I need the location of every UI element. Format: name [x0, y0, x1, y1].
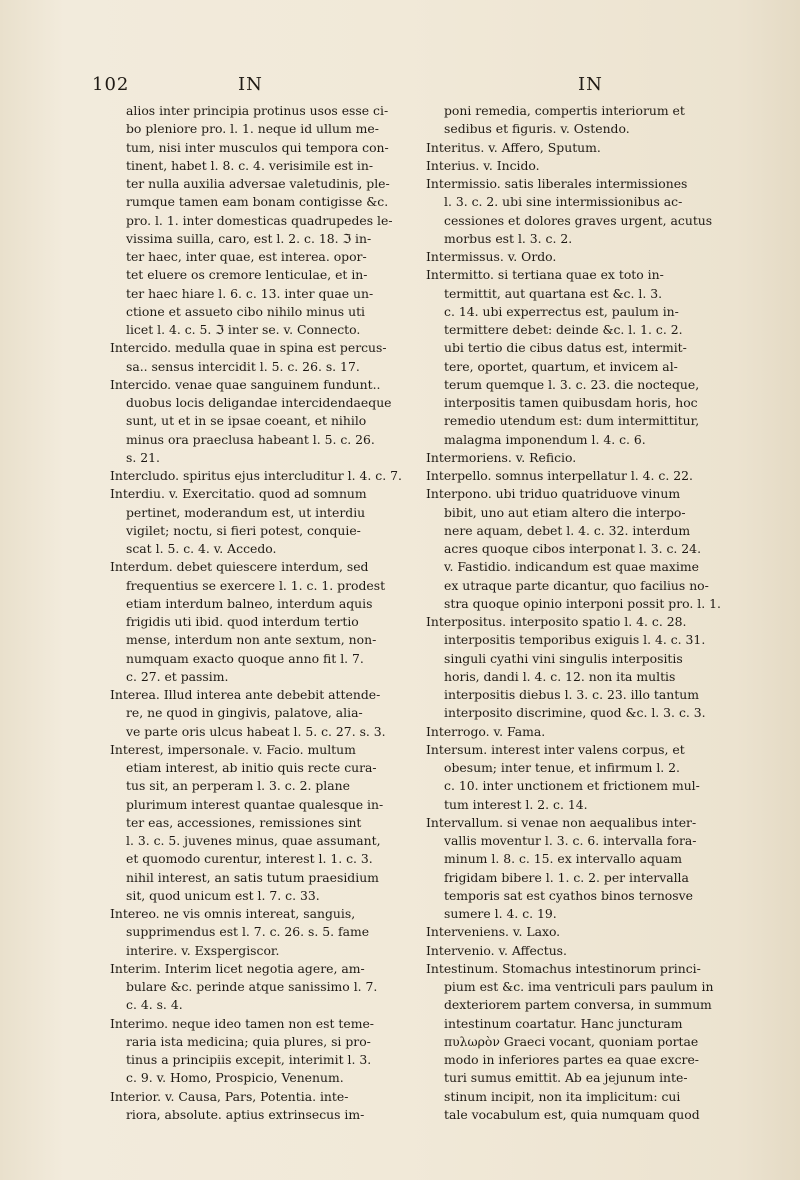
entry-headword-line: Interea. Illud interea ante debebit attende-	[110, 687, 381, 702]
entry-continuation-line: c. 14. ubi experrectus est, paulum in-	[444, 303, 679, 319]
right-running-head: IN	[578, 74, 603, 95]
entry-continuation-line: mense, interdum non ante sextum, non-	[126, 632, 377, 648]
entry-continuation-line: rumque tamen eam bonam contigisse &c.	[126, 194, 389, 210]
entry-continuation-line: interpositis temporibus exiguis l. 4. c. 31.	[444, 632, 706, 648]
entry-headword-line: Interior. v. Causa, Pars, Potentia. inte-	[110, 1088, 349, 1104]
entry-continuation-line: interpositis diebus l. 3. c. 23. illo tantum	[444, 687, 699, 702]
entry-continuation-line: nere aquam, debet l. 4. c. 32. interdum	[444, 522, 691, 538]
entry-continuation-line: stra quoque opinio interponi possit pro. l. 1.	[444, 595, 721, 611]
entry-continuation-line: vigilet; noctu, si fieri potest, conquie-	[126, 522, 361, 538]
entry-continuation-line: pro. l. 1. inter domesticas quadrupedes le-	[126, 212, 393, 228]
entry-continuation-line: turi sumus emittit. Ab ea jejunum inte-	[444, 1070, 688, 1086]
entry-continuation-line: bulare &c. perinde atque sanissimo l. 7.	[126, 979, 378, 994]
entry-continuation-line: pertinet, moderandum est, ut interdiu	[126, 504, 366, 520]
right-text-column	[426, 102, 748, 1124]
entry-continuation-line: ubi tertio die cibus datus est, intermit-	[444, 340, 687, 356]
entry-headword-line: Interpello. somnus interpellatur l. 4. c. 22.	[426, 468, 693, 483]
entry-continuation-line: licet l. 4. c. 5. ℑ inter se. v. Connecto.	[126, 322, 361, 337]
entry-headword-line: Interpositus. interposito spatio l. 4. c. 28.	[426, 614, 687, 629]
entry-continuation-line: v. Fastidio. indicandum est quae maxime	[444, 559, 699, 575]
entry-continuation-line: temporis sat est cyathos binos ternosve	[444, 887, 693, 903]
entry-continuation-line: cessiones et dolores graves urgent, acutus	[444, 212, 713, 228]
entry-continuation-line: termittere debet: deinde &c. l. 1. c. 2.	[444, 322, 683, 337]
entry-continuation-line: ter nulla auxilia adversae valetudinis, ple-	[126, 176, 390, 191]
entry-continuation-line: tinent, habet l. 8. c. 4. verisimile est in-	[126, 157, 374, 173]
entry-continuation-line: minus ora praeclusa habeant l. 5. c. 26.	[126, 431, 375, 447]
entry-continuation-line: tum, nisi inter musculos qui tempora con-	[126, 139, 389, 155]
entry-continuation-line: interpositis tamen quibusdam horis, hoc	[444, 395, 698, 410]
entry-continuation-line: frigidis uti ibid. quod interdum tertio	[126, 614, 359, 629]
entry-continuation-line: supprimendus est l. 7. c. 26. s. 5. fame	[126, 924, 370, 940]
entry-continuation-line: pium est &c. ima ventriculi pars paulum in	[444, 979, 714, 994]
left-running-head: IN	[238, 74, 263, 95]
entry-continuation-line: et quomodo curentur, interest l. 1. c. 3.	[126, 851, 373, 867]
entry-continuation-line: re, ne quod in gingivis, palatove, alia-	[126, 705, 363, 721]
entry-continuation-line: sedibus et figuris. v. Ostendo.	[444, 121, 630, 137]
entry-continuation-line: vissima suilla, caro, est l. 2. c. 18. ℑ in-	[126, 230, 372, 246]
entry-continuation-line: sa.. sensus intercidit l. 5. c. 26. s. 17.	[126, 358, 360, 374]
entry-headword-line: Intercludo. spiritus ejus intercluditur l. 4. c. 7.	[110, 468, 402, 483]
entry-continuation-line: tinus a principiis excepit, interimit l. 3.	[126, 1052, 372, 1067]
entry-continuation-line: ter haec hiare l. 6. c. 13. inter quae un-	[126, 285, 374, 301]
entry-continuation-line: terum quemque l. 3. c. 23. die nocteque,	[444, 376, 700, 392]
entry-continuation-line: numquam exacto quoque anno fit l. 7.	[126, 650, 364, 666]
entry-headword-line: Intermitto. si tertiana quae ex toto in-	[426, 267, 664, 283]
entry-continuation-line: ve parte oris ulcus habeat l. 5. c. 27. s. 3.	[126, 723, 386, 739]
entry-continuation-line: frequentius se exercere l. 1. c. 1. prodest	[126, 577, 386, 593]
entry-headword-line: Intestinum. Stomachus intestinorum princi-	[426, 960, 701, 976]
entry-continuation-line: remedio utendum est: dum intermittitur,	[444, 413, 700, 429]
entry-continuation-line: intestinum coartatur. Hanc juncturam	[444, 1015, 683, 1031]
entry-continuation-line: singuli cyathi vini singulis interpositis	[444, 650, 683, 666]
entry-continuation-line: tus sit, an perperam l. 3. c. 2. plane	[126, 778, 350, 794]
entry-continuation-line: nihil interest, an satis tutum praesidium	[126, 869, 379, 885]
entry-continuation-line: ter haec, inter quae, est interea. opor-	[126, 249, 367, 264]
entry-continuation-line: morbus est l. 3. c. 2.	[444, 230, 573, 246]
entry-continuation-line: tet eluere os cremore lenticulae, et in-	[126, 267, 368, 283]
entry-continuation-line: alios inter principia protinus usos esse ci-	[126, 103, 389, 118]
entry-headword-line: Intersum. interest inter valens corpus, et	[426, 741, 685, 757]
entry-headword-line: Intermissio. satis liberales intermissiones	[426, 176, 688, 191]
entry-headword-line: Intervenio. v. Affectus.	[426, 942, 567, 958]
entry-continuation-line: tere, oportet, quartum, et invicem al-	[444, 358, 678, 374]
entry-continuation-line: obesum; inter tenue, et infirmum l. 2.	[444, 760, 680, 775]
entry-continuation-line: c. 4. s. 4.	[126, 997, 183, 1013]
entry-continuation-line: c. 27. et passim.	[126, 668, 229, 684]
entry-continuation-line: sumere l. 4. c. 19.	[444, 906, 557, 921]
entry-continuation-line: s. 21.	[126, 449, 160, 465]
entry-continuation-line: bibit, uno aut etiam altero die interpo-	[444, 504, 686, 520]
entry-continuation-line: riora, absolute. aptius extrinsecus im-	[126, 1106, 365, 1122]
entry-continuation-line: l. 3. c. 2. ubi sine intermissionibus ac-	[444, 194, 683, 210]
entry-headword-line: Interrogo. v. Fama.	[426, 723, 546, 739]
entry-continuation-line: frigidam bibere l. 1. c. 2. per intervalla	[444, 869, 689, 885]
entry-continuation-line: interire. v. Exspergiscor.	[126, 942, 280, 958]
entry-continuation-line: ex utraque parte dicantur, quo facilius no-	[444, 577, 709, 593]
entry-continuation-line: plurimum interest quantae qualesque in-	[126, 796, 384, 812]
entry-headword-line: Interitus. v. Affero, Sputum.	[426, 139, 601, 155]
entry-headword-line: Interius. v. Incido.	[426, 157, 540, 173]
entry-continuation-line: minum l. 8. c. 15. ex intervallo aquam	[444, 851, 683, 867]
entry-continuation-line: interposito discrimine, quod &c. l. 3. c. 3.	[444, 705, 706, 721]
entry-headword-line: Interveniens. v. Laxo.	[426, 924, 561, 940]
entry-continuation-line: poni remedia, compertis interiorum et	[444, 103, 685, 118]
entry-headword-line: Intermoriens. v. Reficio.	[426, 449, 577, 465]
entry-continuation-line: stinum incipit, non ita implicitum: cui	[444, 1088, 681, 1104]
entry-continuation-line: dexteriorem partem conversa, in summum	[444, 997, 712, 1013]
entry-continuation-line: malagma imponendum l. 4. c. 6.	[444, 431, 646, 447]
entry-continuation-line: horis, dandi l. 4. c. 12. non ita multis	[444, 668, 676, 684]
entry-continuation-line: sit, quod unicum est l. 7. c. 33.	[126, 887, 320, 903]
entry-continuation-line: etiam interest, ab initio quis recte cura-	[126, 760, 377, 775]
entry-headword-line: Interim. Interim licet negotia agere, am-	[110, 960, 365, 976]
entry-continuation-line: tale vocabulum est, quia numquam quod	[444, 1106, 700, 1122]
entry-continuation-line: bo pleniore pro. l. 1. neque id ullum me-	[126, 121, 379, 137]
entry-headword-line: Interest, impersonale. v. Facio. multum	[110, 741, 356, 757]
entry-headword-line: Interdiu. v. Exercitatio. quod ad somnum	[110, 486, 367, 502]
entry-headword-line: Intereo. ne vis omnis intereat, sanguis,	[110, 906, 356, 921]
entry-continuation-line: vallis moventur l. 3. c. 6. intervalla fora-	[444, 833, 697, 848]
entry-headword-line: Intercido. venae quae sanguinem fundunt..	[110, 376, 381, 392]
entry-continuation-line: c. 9. v. Homo, Prospicio, Venenum.	[126, 1070, 344, 1086]
page-number: 102	[92, 74, 130, 95]
entry-continuation-line: etiam interdum balneo, interdum aquis	[126, 595, 373, 611]
entry-continuation-line: modo in inferiores partes ea quae excre-	[444, 1052, 699, 1067]
entry-headword-line: Intermissus. v. Ordo.	[426, 249, 557, 264]
entry-continuation-line: πυλωρὸν Graeci vocant, quoniam portae	[444, 1033, 699, 1049]
entry-headword-line: Interpono. ubi triduo quatriduove vinum	[426, 486, 681, 502]
entry-continuation-line: raria ista medicina; quia plures, si pro-	[126, 1033, 371, 1049]
entry-continuation-line: tum interest l. 2. c. 14.	[444, 796, 588, 812]
entry-continuation-line: ter eas, accessiones, remissiones sint	[126, 814, 362, 830]
entry-continuation-line: c. 10. inter unctionem et frictionem mul-	[444, 778, 700, 794]
entry-continuation-line: sunt, ut et in se ipsae coeant, et nihilo	[126, 413, 367, 429]
entry-continuation-line: duobus locis deligandae intercidendaeque	[126, 395, 392, 410]
entry-continuation-line: acres quoque cibos interponat l. 3. c. 24.	[444, 541, 702, 556]
entry-continuation-line: termittit, aut quartana est &c. l. 3.	[444, 285, 663, 301]
entry-continuation-line: scat l. 5. c. 4. v. Accedo.	[126, 541, 277, 556]
entry-headword-line: Interimo. neque ideo tamen non est teme-	[110, 1015, 374, 1031]
entry-continuation-line: l. 3. c. 5. juvenes minus, quae assumant,	[126, 833, 381, 848]
entry-continuation-line: ctione et assueto cibo nihilo minus uti	[126, 303, 366, 319]
entry-headword-line: Interdum. debet quiescere interdum, sed	[110, 559, 369, 575]
entry-headword-line: Intercido. medulla quae in spina est percus-	[110, 340, 387, 356]
left-text-column	[110, 102, 410, 1124]
entry-headword-line: Intervallum. si venae non aequalibus inter-	[426, 814, 697, 830]
